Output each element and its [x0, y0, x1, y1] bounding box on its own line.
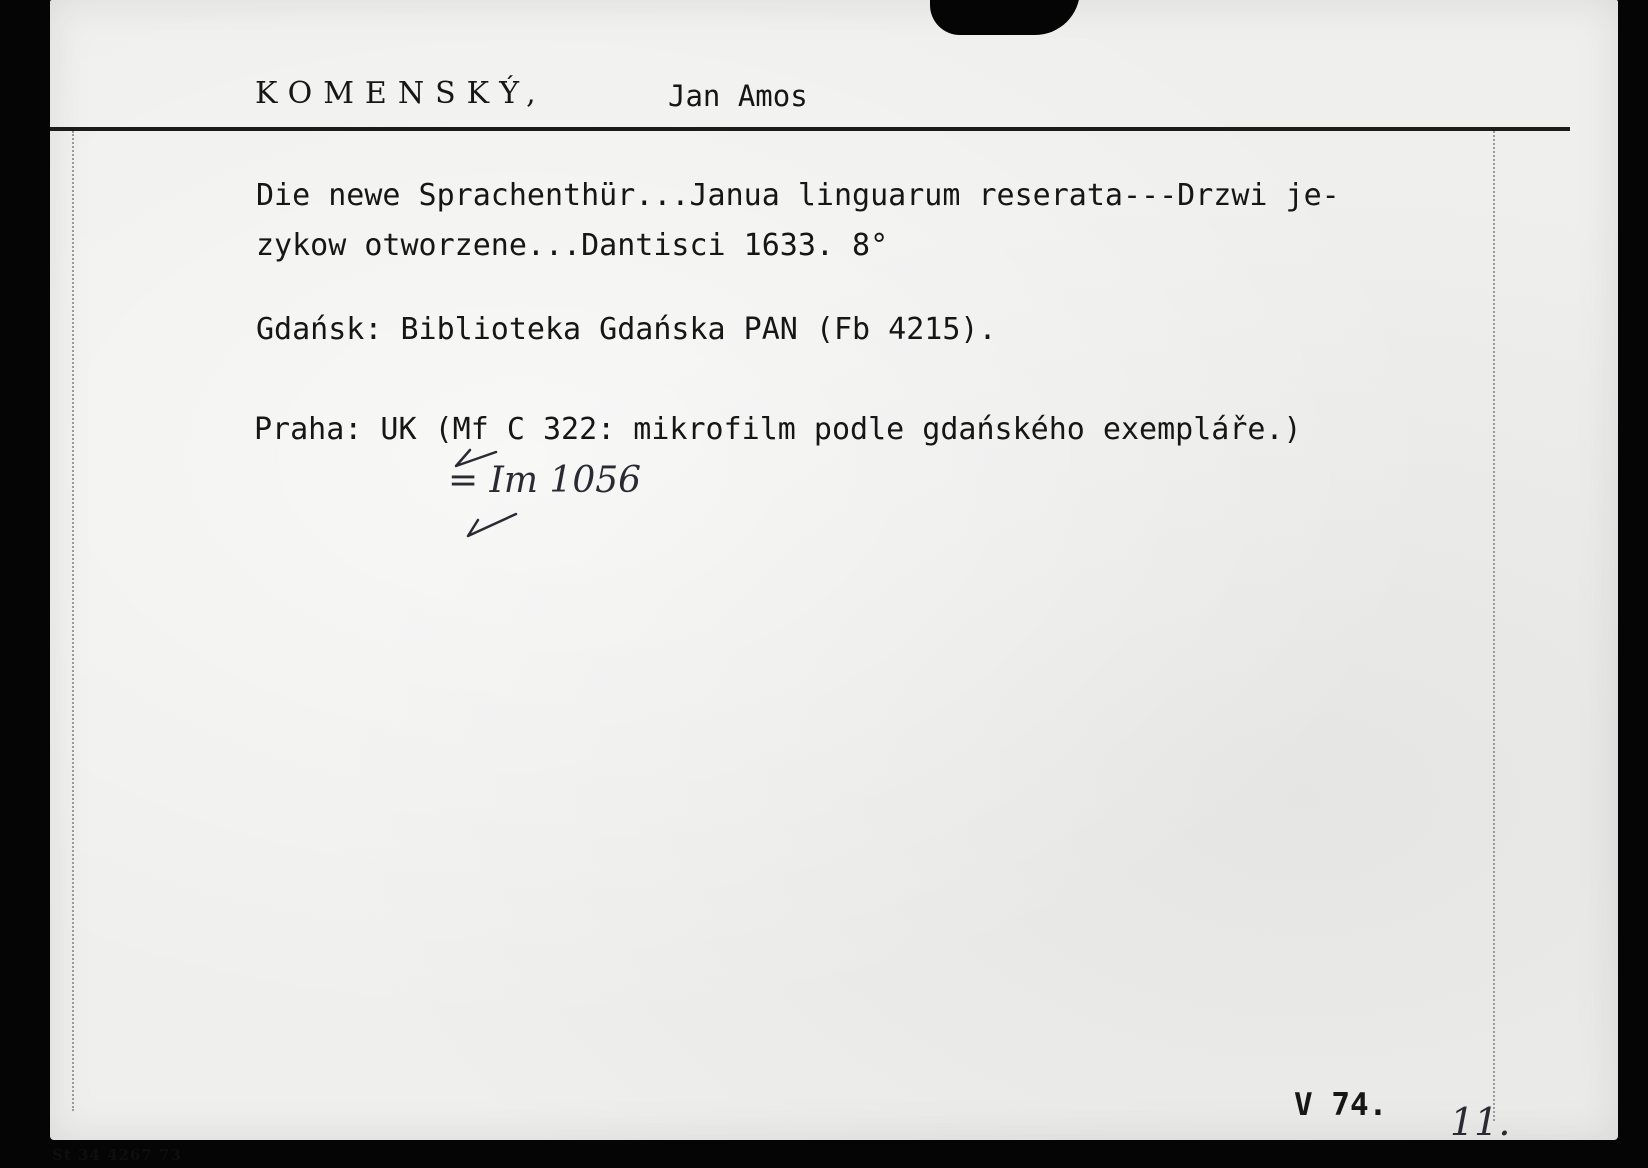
card-printer-mark: St 34 4267 73: [52, 1146, 182, 1164]
author-forename: Jan Amos: [668, 79, 808, 113]
handwritten-annotations: [50, 0, 1618, 1140]
check-mark-icon: [468, 514, 516, 536]
handwritten-corner-number: 11.: [1450, 1100, 1511, 1140]
author-surname: KOMENSKÝ,: [255, 76, 547, 111]
holding-location-gdansk: Gdańsk: Biblioteka Gdańska PAN (Fb 4215).: [256, 312, 997, 347]
shelfmark: V 74.: [1294, 1087, 1388, 1123]
title-line-1: Die newe Sprachenthür...Janua linguarum reserata---Drzwi je-: [256, 178, 1340, 213]
check-mark-icon: [456, 450, 496, 466]
holding-location-praha: Praha: UK (Mf C 322: mikrofilm podle gdańského exempláře.): [254, 412, 1302, 447]
heading-rule: [50, 127, 1570, 131]
title-line-2: zykow otworzene...Dantisci 1633. 8°: [256, 228, 889, 263]
card-punch-hole: [930, 0, 1080, 35]
handwritten-note: = Im 1056: [448, 460, 642, 501]
catalog-card: [50, 0, 1618, 1140]
right-margin-line: [1493, 131, 1495, 1121]
left-margin-line: [72, 131, 74, 1111]
